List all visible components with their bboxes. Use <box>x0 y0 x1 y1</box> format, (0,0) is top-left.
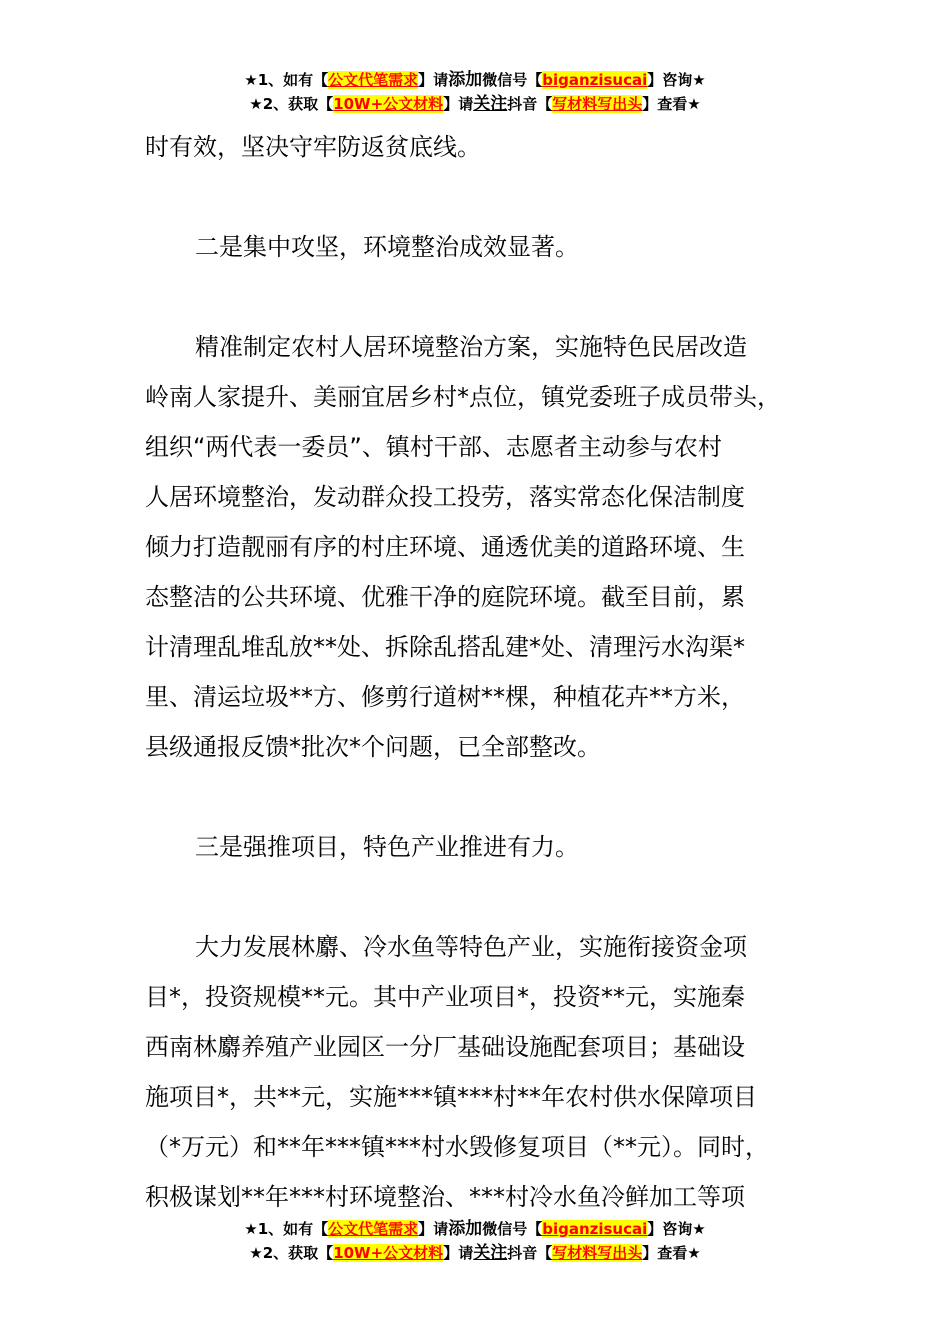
text-line: 态整洁的公共环境、优雅干净的庭院环境。截至目前，累 <box>145 583 745 611</box>
paragraph-industry <box>145 922 835 1222</box>
text-line: 里、清运垃圾**方、修剪行道树**棵，种植花卉**方米， <box>145 683 745 711</box>
text-line: 施项目*，共**元，实施***镇***村**年农村供水保障项目 <box>145 1083 757 1111</box>
highlight-service: 公文代笔需求 <box>328 1220 419 1238</box>
text-line: 积极谋划**年***村环境整治、***村冷水鱼冷鲜加工等项 <box>145 1183 745 1211</box>
highlight-wechat-id: biganzisucai <box>542 1220 648 1238</box>
promo-banner-bottom <box>0 1217 950 1265</box>
text-line: 精准制定农村人居环境整治方案，实施特色民居改造 <box>195 333 747 361</box>
text-line: 大力发展林麝、冷水鱼等特色产业，实施衔接资金项 <box>195 933 747 961</box>
text-line: 岭南人家提升、美丽宜居乡村*点位，镇党委班子成员带头， <box>145 383 781 411</box>
paragraph-environment <box>145 322 835 772</box>
text-line: 县级通报反馈*批次*个问题，已全部整改。 <box>145 733 601 761</box>
promo-line-2: ★2、获取【10W+公文材料】请关注抖音【写材料写出头】查看★ <box>249 1243 701 1263</box>
promo-line-1: ★1、如有【公文代笔需求】请添加微信号【biganzisucai】咨询★ <box>244 1219 706 1239</box>
text-line: 人居环境整治，发动群众投工投劳，落实常态化保洁制度 <box>145 483 745 511</box>
text-line: 计清理乱堆乱放**处、拆除乱搭乱建*处、清理污水沟渠* <box>145 633 745 661</box>
text-line: 倾力打造靓丽有序的村庄环境、通透优美的道路环境、生 <box>145 533 745 561</box>
promo-line-2: ★2、获取【10W+公文材料】请关注抖音【写材料写出头】查看★ <box>249 94 701 114</box>
highlight-douyin-id: 写材料写出头 <box>552 95 643 113</box>
highlight-materials: 10W+公文材料 <box>333 1244 444 1262</box>
highlight-douyin-id: 写材料写出头 <box>552 1244 643 1262</box>
promo-banner-top <box>0 68 950 116</box>
section-heading-2: 二是集中攻坚，环境整治成效显著。 <box>195 233 579 261</box>
highlight-service: 公文代笔需求 <box>328 71 419 89</box>
text-line: （*万元）和**年***镇***村水毁修复项目（**元）。同时， <box>145 1133 769 1161</box>
highlight-materials: 10W+公文材料 <box>333 95 444 113</box>
text-line: 目*，投资规模**元。其中产业项目*，投资**元，实施秦 <box>145 983 745 1011</box>
paragraph-continuation: 时有效，坚决守牢防返贫底线。 <box>145 133 481 161</box>
promo-line-1: ★1、如有【公文代笔需求】请添加微信号【biganzisucai】咨询★ <box>244 70 706 90</box>
highlight-wechat-id: biganzisucai <box>542 71 648 89</box>
document-body <box>145 122 835 1222</box>
text-line: 西南林麝养殖产业园区一分厂基础设施配套项目；基础设 <box>145 1033 745 1061</box>
section-heading-3: 三是强推项目，特色产业推进有力。 <box>195 833 579 861</box>
text-line: 组织“两代表一委员”、镇村干部、志愿者主动参与农村 <box>145 433 722 461</box>
